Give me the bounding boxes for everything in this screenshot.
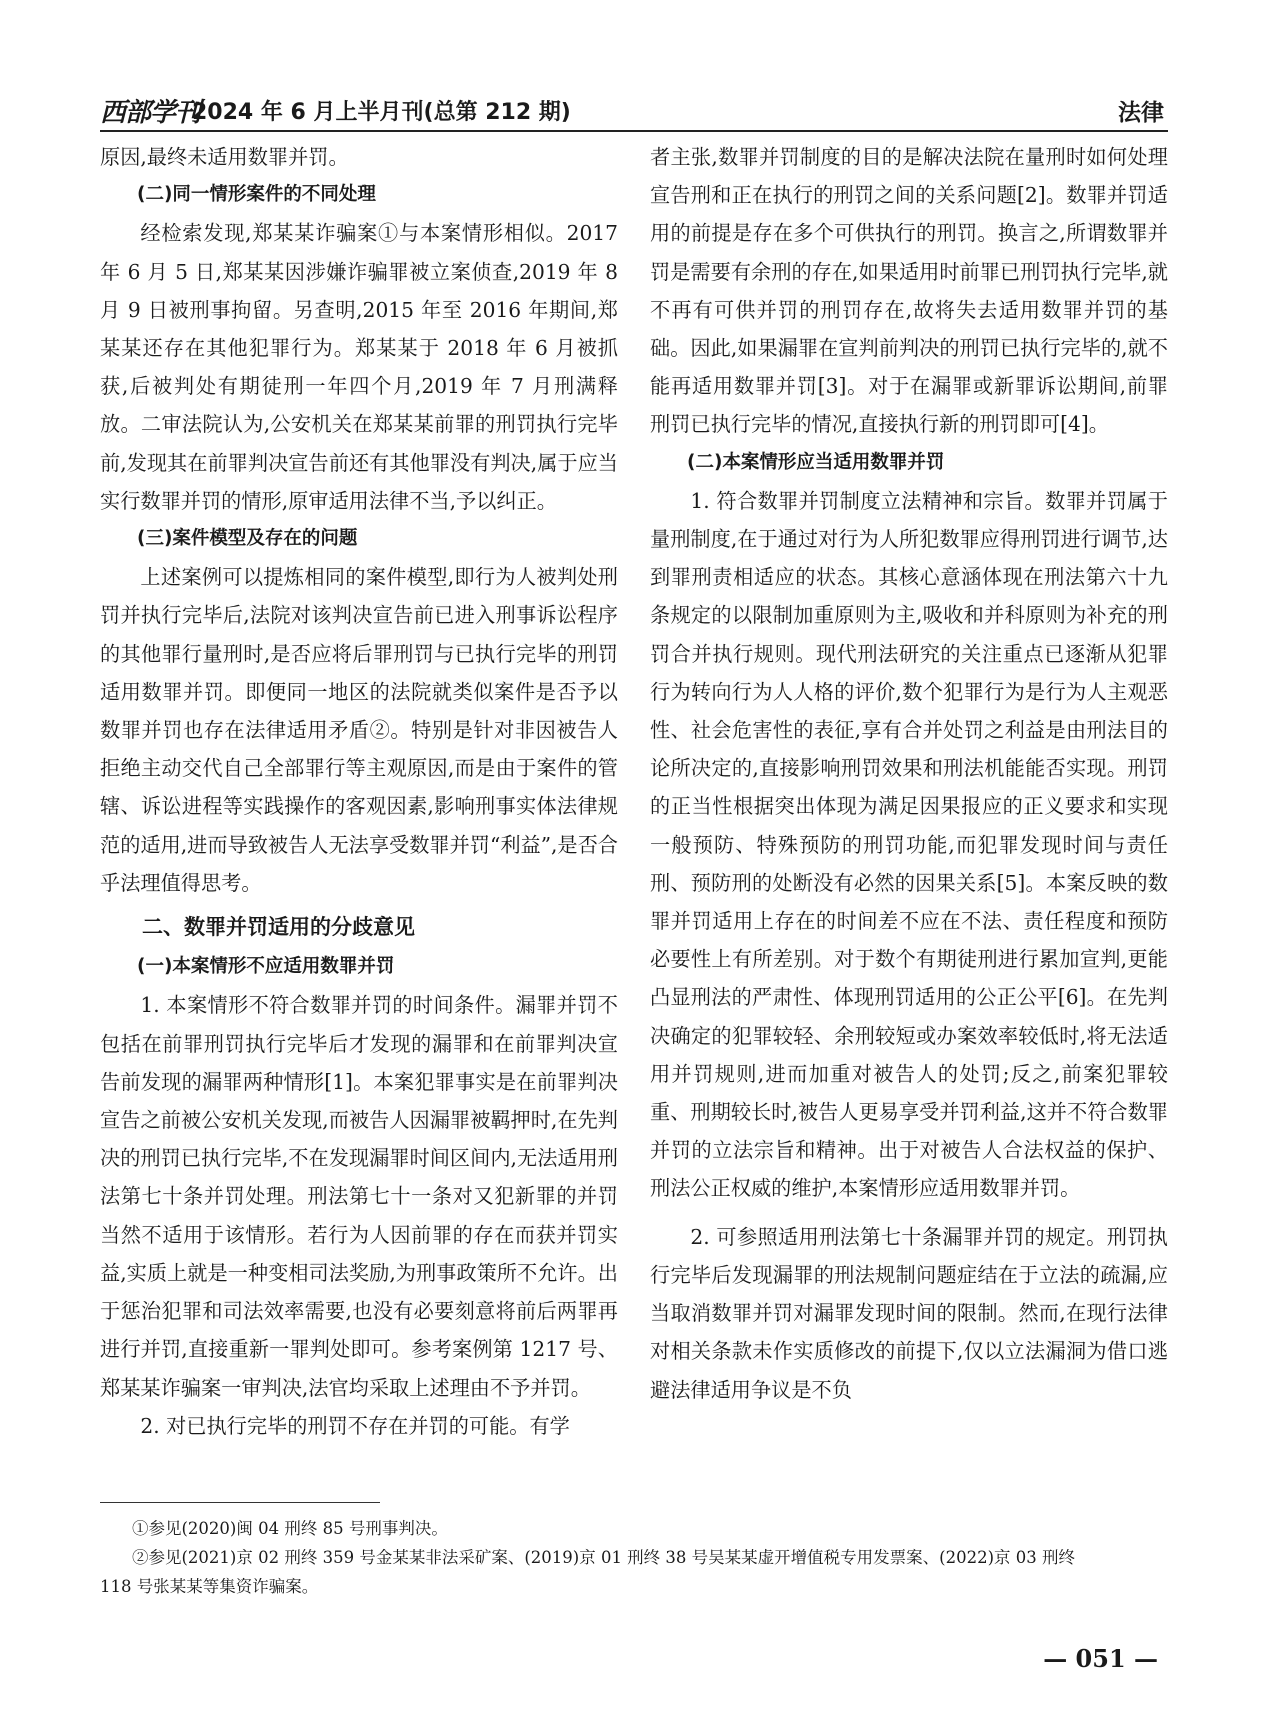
subsection-heading: (二)本案情形应当适用数罪并罚 bbox=[687, 451, 945, 473]
subsection-heading: (一)本案情形不应适用数罪并罚 bbox=[137, 956, 395, 978]
left-column bbox=[100, 138, 618, 1445]
subsection-heading: (二)同一情形案件的不同处理 bbox=[137, 184, 376, 206]
journal-issue: 2024 年 6 月上半月刊(总第 212 期) bbox=[192, 100, 571, 125]
paragraph: 经检索发现,郑某某诈骗案①与本案情形相似。2017 年 6 月 5 日,郑某某因涉嫌诈骗罪被立案侦查,2019 年 8 月 9 日被刑事拘留。另查明,2015 年至 2016 年期间,郑某某还存在其他犯罪行为。郑某某于 2018 年 6 月被抓获,后被判处有期徒刑一年四个月,2019 年 7 月刑满释放。二审法院认为,公安机关在郑某某前罪的刑罚执行完毕前,发现其在前罪判决宣告前还有其他罪没有判决,属于应当实行数罪并罚的情形,原审适用法律不当,予以纠正。 bbox=[100, 221, 618, 513]
paragraph-gap bbox=[650, 1208, 1168, 1218]
paragraph: 1. 本案情形不符合数罪并罚的时间条件。漏罪并罚不包括在前罪刑罚执行完毕后才发现的漏罪和在前罪判决宣告前发现的漏罪两种情形[1]。本案犯罪事实是在前罪判决宣告之前被公安机关发现,而被告人因漏罪被羁押时,在先判决的刑罚已执行完毕,不在发现漏罪时间区间内,无法适用刑法第七十条并罚处理。刑法第七十一条对又犯新罪的并罚当然不适用于该情形。若行为人因前罪的存在而获并罚实益,实质上就是一种变相司法奖励,为刑事政策所不允许。出于惩治犯罪和司法效率需要,也没有必要刻意将前后两罪再进行并罚,直接重新一罪判处即可。参考案例第 1217 号、郑某某诈骗案一审判决,法官均采取上述理由不予并罚。 bbox=[100, 993, 618, 1400]
footnotes bbox=[100, 1514, 1168, 1601]
footnote-divider bbox=[100, 1502, 380, 1503]
paragraph: 原因,最终未适用数罪并罚。 bbox=[100, 145, 349, 169]
paragraph: 2. 对已执行完毕的刑罚不存在并罚的可能。有学 bbox=[140, 1413, 570, 1438]
subsection-heading: (三)案件模型及存在的问题 bbox=[137, 528, 358, 550]
paragraph: 者主张,数罪并罚制度的目的是解决法院在量刑时如何处理宣告刑和正在执行的刑罚之间的关系问题[2]。数罪并罚适用的前提是存在多个可供执行的刑罚。换言之,所谓数罪并罚是需要有余刑的存在,如果适用时前罪已刑罚执行完毕,就不再有可供并罚的刑罚存在,故将失去适用数罪并罚的基础。因此,如果漏罪在宣判前判决的刑罚已执行完毕的,就不能再适用数罪并罚[3]。对于在漏罪或新罪诉讼期间,前罪刑罚已执行完毕的情况,直接执行新的刑罚即可[4]。 bbox=[650, 145, 1168, 437]
section-heading: 二、数罪并罚适用的分歧意见 bbox=[142, 915, 415, 940]
paragraph: 上述案例可以提炼相同的案件模型,即行为人被判处刑罚并执行完毕后,法院对该判决宣告前已进入刑事诉讼程序的其他罪行量刑时,是否应将后罪刑罚与已执行完毕的刑罚适用数罪并罚。即便同一地区的法院就类似案件是否予以数罪并罚也存在法律适用矛盾②。特别是针对非因被告人拒绝主动交代自己全部罪行等主观原因,而是由于案件的管辖、诉讼进程等实践操作的客观因素,影响刑事实体法律规范的适用,进而导致被告人无法享受数罪并罚“利益”,是否合乎法理值得思考。 bbox=[100, 565, 618, 895]
footnote: ②参见(2021)京 02 刑终 359 号金某某非法采矿案、(2019)京 01 刑终 38 号吴某某虚开增值税专用发票案、(2022)京 03 刑终 bbox=[132, 1548, 1076, 1567]
paragraph: 2. 可参照适用刑法第七十条漏罪并罚的规定。刑罚执行完毕后发现漏罪的刑法规制问题症结在于立法的疏漏,应当取消数罪并罚对漏罪发现时间的限制。然而,在现行法律对相关条款未作实质修改的前提下,仅以立法漏洞为借口逃避法律适用争议是不负 bbox=[650, 1224, 1168, 1402]
page-number: — 051 — bbox=[1043, 1644, 1158, 1673]
footnote: ①参见(2020)闽 04 刑终 85 号刑事判决。 bbox=[132, 1519, 448, 1538]
section-name: 法律 bbox=[1118, 100, 1164, 126]
right-column bbox=[650, 138, 1168, 1409]
paragraph: 1. 符合数罪并罚制度立法精神和宗旨。数罪并罚属于量刑制度,在于通过对行为人所犯数罪应得刑罚进行调节,达到罪刑责相适应的状态。其核心意涵体现在刑法第六十九条规定的以限制加重原则为主,吸收和并科原则为补充的刑罚合并执行规则。现代刑法研究的关注重点已逐渐从犯罪行为转向行为人人格的评价,数个犯罪行为是行为人主观恶性、社会危害性的表征,享有合并处罚之利益是由刑法目的论所决定的,直接影响刑罚效果和刑法机能能否实现。刑罚的正当性根据突出体现为满足因果报应的正义要求和实现一般预防、特殊预防的刑罚功能,而犯罪发现时间与责任刑、预防刑的处断没有必然的因果关系[5]。本案反映的数罪并罚适用上存在的时间差不应在不法、责任程度和预防必要性上有所差别。对于数个有期徒刑进行累加宣判,更能凸显刑法的严肃性、体现刑罚适用的公正公平[6]。在先判决确定的犯罪较轻、余刑较短或办案效率较低时,将无法适用并罚规则,进而加重对被告人的处罚;反之,前案犯罪较重、刑期较长时,被告人更易享受并罚利益,这并不符合数罪并罚的立法宗旨和精神。出于对被告人合法权益的保护、刑法公正权威的维护,本案情形应适用数罪并罚。 bbox=[650, 488, 1168, 1201]
footnote-continuation: 118 号张某某等集资诈骗案。 bbox=[100, 1577, 319, 1596]
journal-logo: 西部学刊 bbox=[100, 98, 201, 128]
page-header bbox=[100, 86, 1168, 132]
